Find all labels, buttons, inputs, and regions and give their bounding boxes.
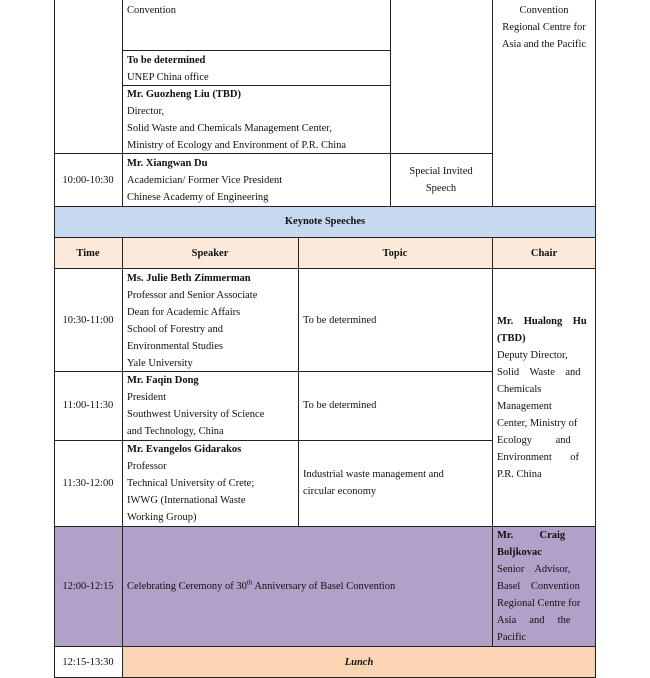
speaker-name: Mr. Evangelos Gidarakos [127,444,242,455]
grid-line [54,440,492,441]
grid-line [390,0,391,206]
grid-line [122,50,390,51]
keynote-2-speaker: Mr. Faqin Dong President Southwest University of Science and Technology, China [122,372,298,440]
speaker-name: To be determined [127,55,206,66]
keynote-chair: Mr. Hualong Hu (TBD) Deputy Director, Solid Waste and Chemicals Management Center, Ministry of Ecology and Environment of P.R. China [497,315,587,480]
speaker-name: Mr. Faqin Dong [127,375,199,386]
keynote-2-topic: To be determined [303,400,377,411]
top-row3-topic: Special Invited Speech [409,166,473,194]
keynote-3-time: 11:30-12:00 [62,477,114,489]
grid-line [54,371,492,372]
top-row3-time: 10:00-10:30 [62,174,114,186]
keynote-3-topic: Industrial waste management and circular economy [303,469,444,497]
keynote-3-speaker: Mr. Evangelos Gidarakos Professor Technical University of Crete; IWWG (International Waste Working Group) [122,441,298,526]
grid-line [492,0,493,206]
ceremony-text: Celebrating Ceremony of 30th Anniversary of Basel Convention [127,578,396,592]
grid-line [54,206,596,207]
section-title: Keynote Speeches [284,216,366,227]
grid-line [54,646,596,647]
lunch-label: Lunch [344,656,374,668]
speaker-name: Mr. Xiangwan Du [127,158,208,169]
header-time: Time [76,247,100,259]
ceremony-time: 12:00-12:15 [62,580,114,592]
grid-line [54,153,492,154]
grid-line [298,237,299,526]
top-row2-speaker: Mr. Guozheng Liu (TBD) Director, Solid Waste and Chemicals Management Center, Ministry of Ecology and Environment of P.R. China [122,86,390,154]
lunch-time: 12:15-13:30 [62,656,114,668]
grid-line [492,237,493,646]
top-row1-speaker: To be determined UNEP China office [122,52,390,86]
grid-line [54,526,596,527]
keynote-1-speaker: Ms. Julie Beth Zimmerman Professor and Senior Associate Dean for Academic Affairs School of Forestry and Environmental Studies Yale University [122,270,298,372]
keynote-2-time: 11:00-11:30 [62,400,114,411]
grid-line [595,0,596,678]
speaker-name: Ms. Julie Beth Zimmerman [127,273,251,284]
speaker-name: Mr. Guozheng Liu (TBD) [127,89,241,100]
header-topic: Topic [382,247,408,259]
keynote-1-topic: To be determined [303,314,377,326]
keynote-1-time: 10:30-11:00 [62,314,114,326]
ceremony-chair: Mr. Craig Boljkovac Senior Advisor, Basel Convention Regional Centre for Asia and the Pacific [497,529,581,643]
header-speaker: Speaker [191,247,229,259]
agenda-table [54,0,596,678]
grid-line [122,0,123,206]
grid-line [54,268,596,269]
grid-line [54,0,55,678]
grid-line [54,237,596,238]
grid-line [122,85,390,86]
top-row0-chair: Convention Regional Centre for Asia and the Pacific [501,5,587,50]
top-row3-speaker: Mr. Xiangwan Du Academician/ Former Vice President Chinese Academy of Engineering [122,155,390,206]
top-row0-speaker: Convention [127,5,176,16]
header-chair: Chair [530,247,558,259]
grid-line [122,237,123,678]
